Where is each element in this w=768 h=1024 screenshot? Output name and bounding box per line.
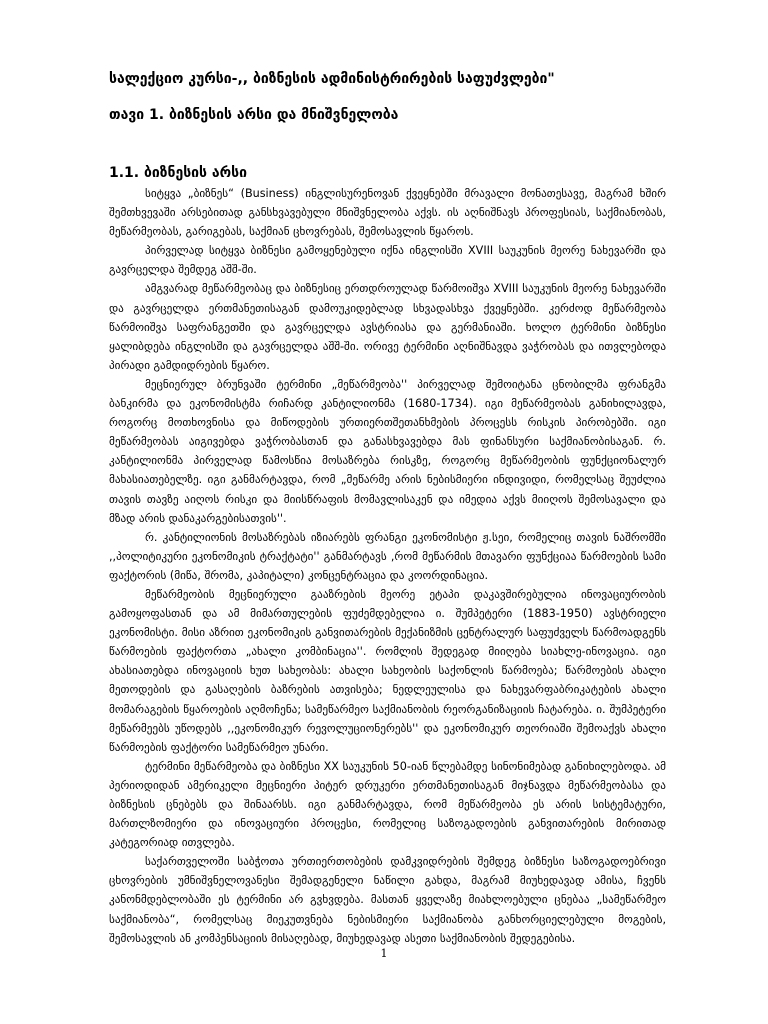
page-number: 1 (380, 947, 388, 960)
paragraph-say: რ. კანტილიონის მოსაზრებას იზიარებს ფრანგი ეკონომისტი ჟ.სეი, რომელიც თავის ნაშრომში ,,პოლიტიკური ეკონომიკის ტრაქტატი'' განმარტავს ,რომ მეწარმის მთავარი ფუნქციაა წარმოების სამი ფაქტორის (მიწა, შრომა, კაპიტალი) კონცენტრაცია და კოორდინაცია. (109, 530, 666, 582)
paragraph-drucker: ტერმინი მეწარმეობა და ბიზნესი XX საუკუნის 50-იან წლებამდე სინონიმებად განიხილებოდა. ამ პერიოდიდან ამერიკელი მეცნიერი პიტერ დრუკერი ერთმანეთისაგან მიჯნავდა მეწარმეობასა და ბიზნესის ცნებებს და შინაარსს. იგი განმარტავდა, რომ მეწარმეობა ეს არის სისტემატური, მართლზომიერი და ინოვაციური პროცესი, რომელიც საზოგადოების განვითარების მირითად კატეგორიად ითვლება. (109, 759, 666, 850)
paragraph-business-meaning: სიტყვა „ბიზნეს“ (Business) ინგლისურენოვან ქვეყნებში მრავალი მონათესავე, მაგრამ ხშირ შემთხვევაში არსებითად განსხვავებული მნიშვნელობა აქვს. ის აღნიშნავს პროფესიას, საქმიანობას, მეწარმეობას, გარიგებას, საქმიან ცხოვრებას, შემოსავლის წყაროს. (109, 187, 666, 239)
chapter-title: თავი 1. ბიზნესის არსი და მნიშვნელობა (109, 107, 399, 123)
paragraph-schumpeter: მეწარმეობის მეცნიერული გააზრების მეორე ეტაპი დაკავშირებულია ინოვაციურობის გამოყოფასთან და ამ მიმართულების ფუძემდებელია ი. შუმპეტერი (1883-1950) ავსტრიელი ეკონომისტი. მისი აზრით ეკონომიკის განვითარების მექანიზმის ცენტრალურ საფუძველს წარმოადგენს წარმოების ფაქტორთა „ახალი კომბინაცია''. რომლის შედეგად მიიღება სიახლე-ინოვაცია. იგი ახასიათებდა ინოვაციის ხუთ სახეობას: ახალი სახეობის საქონლის წარმოება; წარმოების ახალი მეთოდების და გასაღების ბაზრების ათვისება; ნედლეულისა და ნახევარფაბრიკატების ახალი მომარაგების წყაროების აღმოჩენა; სამეწარმეო საქმიანობის რეორგანიზაციის ჩატარება. ი. შუმპეტერი მეწარმეებს უწოდებს ,,ეკონომიკურ რევოლუციონერებს'' და ეკონომიკურ თეორიაში შემოაქვს ახალი წარმოების ფაქტორი სამეწარმეო უნარი. (109, 587, 666, 754)
paragraph-georgia: საქართველოში საბჭოთა ურთიერთობების დამკვიდრების შემდეგ ბიზნესი საზოგადოებრივი ცხოვრების უმნიშვნელოვანესი შემადგენელი ნაწილი გახდა, მაგრამ მიუხედავად ამისა, ჩვენს კანონმდებლობაში ეს ტერმინი არ გვხვდება. მასთან ყველაზე მიახლოებული ცნებაა „სამეწარმეო საქმიანობა“, რომელსაც მიეკუთვნება ნებისმიერი საქმიანობა განხორციელებული მოგების, შემოსავლის ან კომპენსაციის მისაღებად, მიუხედავად ასეთი საქმიანობის შედეგებისა. (109, 855, 666, 945)
section-title: 1.1. ბიზნესის არსი (109, 165, 248, 181)
course-title: სალექციო კურსი-,, ბიზნესის ადმინისტრირების საფუძვლები" (109, 71, 555, 87)
paragraph-first-use: პირველად სიტყვა ბიზნესი გამოყენებული იქნა ინგლისში XVIII საუკუნის მეორე ნახევარში და გავრცელდა შემდეგ აშშ-ში. (109, 244, 666, 277)
paragraph-origins: ამგვარად მეწარმეობაც და ბიზნესიც ერთდროულად წარმოიშვა XVIII საუკუნის მეორე ნახევარში და გავრცელდა ერთმანეთისაგან დამოუკიდებლად სხვადასხვა ქვეყნებში. კერძოდ მეწარმეობა წარმოიშვა საფრანგეთში და გავრცელდა ავსტრიასა და გერმანიაში. ხოლო ტერმინი ბიზნესი ყალიბდება ინგლისში და გავრცელდა აშშ-ში. ორივე ტერმინი აღნიშნავდა ვაჭრობას და ითვლებოდა პირადი გამდიდრების წყარო. (109, 282, 666, 372)
paragraph-cantillon: მეცნიერულ ბრუნვაში ტერმინი „მეწარმეობა'' პირველად შემოიტანა ცნობილმა ფრანგმა ბანკირმა და ეკონომისტმა რიჩარდ კანტილიონმა (1680-1734). იგი მეწარმეობას განიხილავდა, როგორც მოთხოვნისა და მიწოდების ურთიერთშეთანხმების პროცესს რისკის პირობებში. იგი მეწარმეობას აიგივებდა ვაჭრობასთან და განასხვავებდა მას ფინანსური საქმიანობისაგან. რ. კანტილიონმა პირველად წამოსწია მოსაზრება რისკზე, როგორც მეწარმეობის ფუნქციონალურ მახასიათებელზე. იგი განმარტავდა, რომ „მეწარმე არის ნებისმიერი ინდივიდი, რომელსაც შეუძლია თავის თავზე აიღოს რისკი და მიისწრაფის მომავლისაკენ და იმედია აქვს მიიღოს შემოსავალი და მზად არის დანაკარგებისათვის''. (109, 377, 666, 525)
